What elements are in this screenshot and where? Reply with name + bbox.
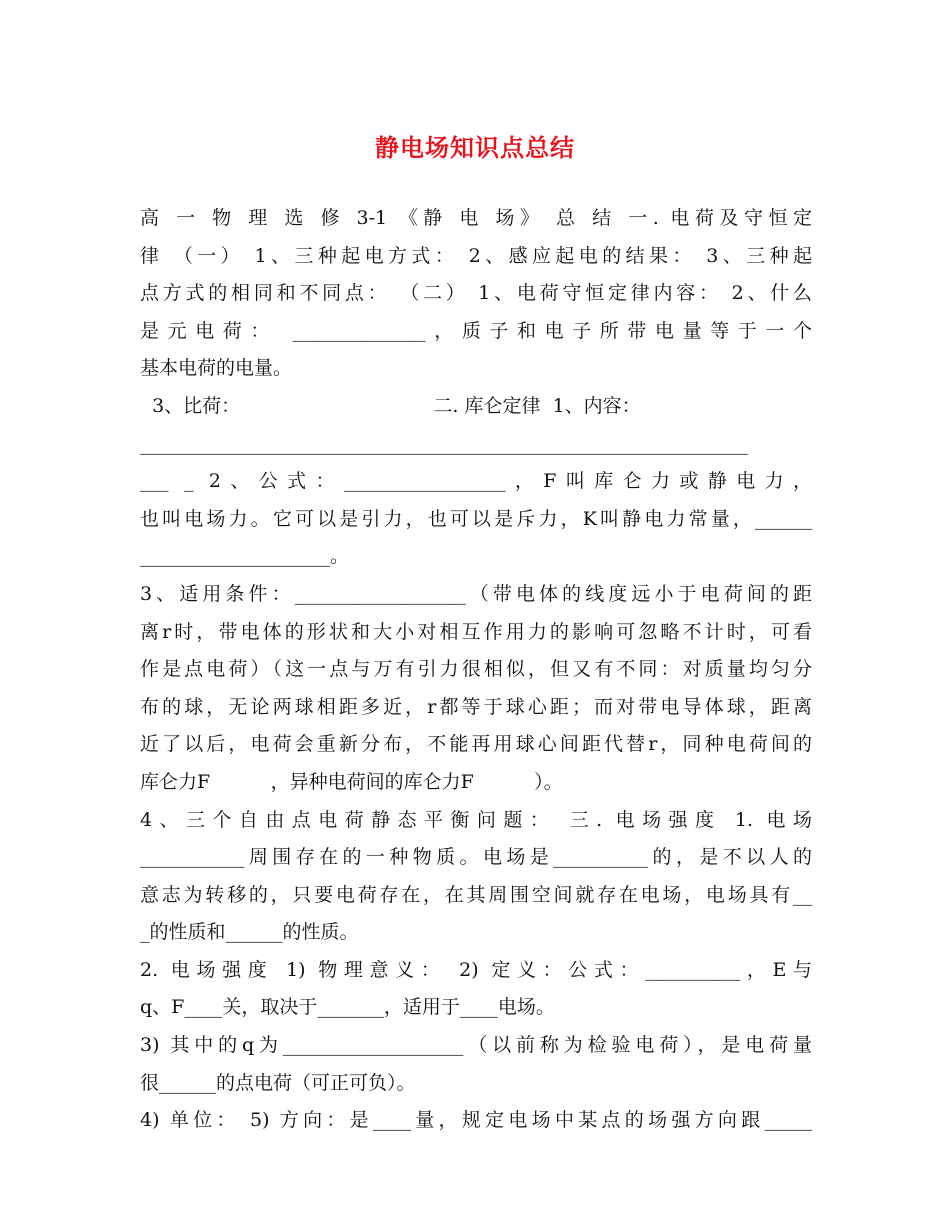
text-line-11: 3、适用条件：__________________（带电体的线度远小于电荷间的距 (140, 582, 812, 605)
text-line-17: 4、三个自由点电荷静态平衡问题： 三. 电场强度 1. 电场 (140, 808, 812, 831)
text-line-1: 高 一 物 理 选 修 3-1 《静 电 场》 总 结 一. 电荷及守恒定 (140, 207, 812, 229)
text-line-3: 点方式的相同和不同点： （二） 1、电荷守恒定律内容： 2、什么 (140, 282, 812, 305)
text-line-13: 作是点电荷）（这一点与万有引力很相似，但又有不同：对质量均匀分 (140, 658, 812, 681)
text-line-2: 律 （一） 1、三种起电方式： 2、感应起电的结果： 3、三种起 (140, 244, 812, 267)
text-line-5: 基本电荷的电量。 (140, 357, 293, 380)
document-title: 静电场知识点总结 (375, 133, 575, 162)
text-line-20: _的性质和______的性质。 (140, 921, 359, 944)
text-line-21: 2. 电场强度 1) 物理意义： 2) 定义：公式：__________，E与 (140, 958, 812, 981)
text-line-8: ___ _ 2、公式：_________________，F叫库仑力或静电力， (140, 470, 812, 493)
text-line-9: 也叫电场力。它可以是引力，也可以是斥力，K叫静电力常量，______ (140, 507, 812, 530)
document-body (140, 200, 812, 1140)
text-line-19: 意志为转移的，只要电荷存在，在其周围空间就存在电场，电场具有__ (140, 883, 812, 906)
text-line-15: 近了以后，电荷会重新分布，不能再用球心间距代替r，同种电荷间的 (140, 733, 812, 756)
text-line-24: 很______的点电荷（可正可负）。 (140, 1071, 416, 1094)
text-line-4: 是元电荷： ______________，质子和电子所带电量等于一个 (140, 319, 812, 342)
text-line-10: ____________________。 (140, 545, 350, 568)
text-line-25: 4) 单位： 5) 方向：是____量，规定电场中某点的场强方向跟_____ (140, 1109, 812, 1132)
text-line-12: 离r时，带电体的形状和大小对相互作用力的影响可忽略不计时，可看 (140, 620, 812, 643)
text-line-22: q、F____关，取决于_______，适用于____电场。 (140, 996, 555, 1019)
text-line-23: 3) 其中的q为___________________（以前称为检验电荷），是电荷量 (140, 1034, 812, 1057)
text-line-7: ________________________________________________________________ (140, 432, 748, 455)
text-line-16: 库仑力F ，异种电荷间的库仑力F ）。 (140, 770, 563, 793)
text-line-14: 布的球，无论两球相距多近，r都等于球心距；而对带电导体球，距离 (140, 695, 812, 718)
text-line-18: ___________周围存在的一种物质。电场是__________的，是不以人的 (140, 846, 812, 869)
text-line-6: 3、比荷： 二. 库仑定律 1、内容： (140, 394, 641, 417)
